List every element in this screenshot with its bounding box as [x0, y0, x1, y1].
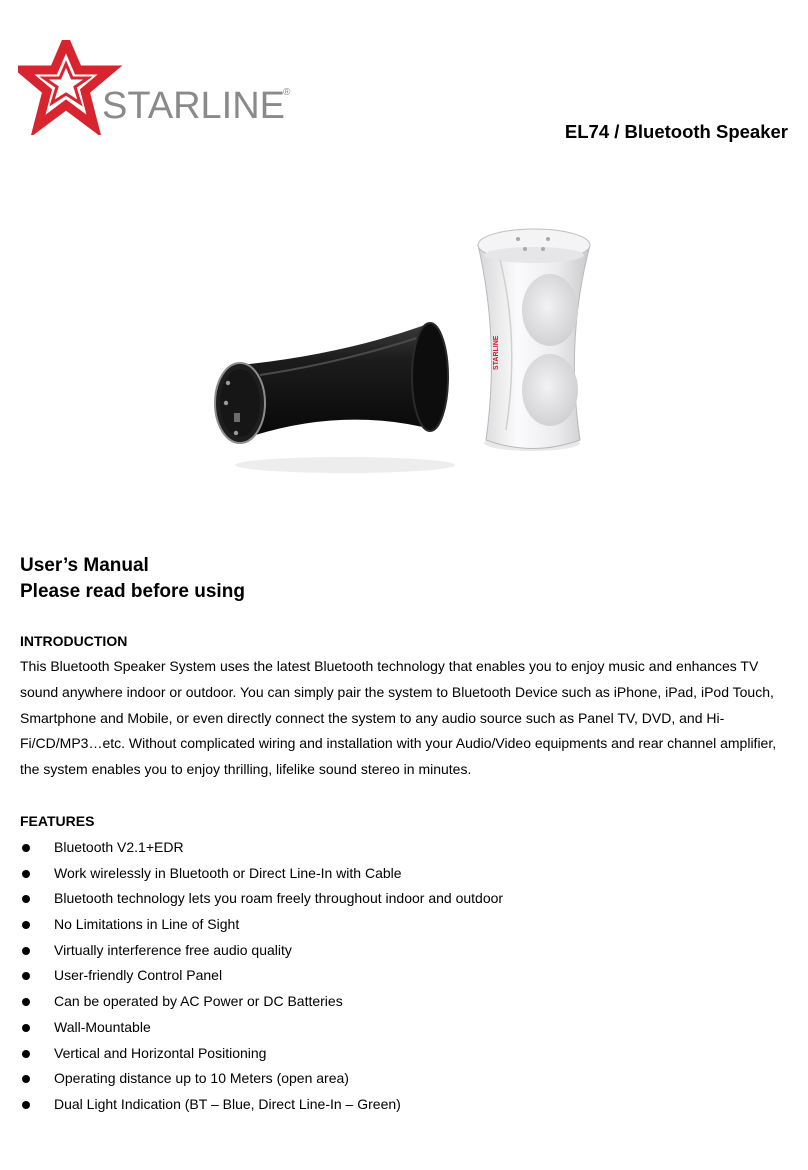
feature-item: [20, 963, 503, 989]
feature-item: [20, 1092, 503, 1118]
bullet-icon: [22, 921, 30, 929]
feature-text: No Limitations in Line of Sight: [54, 916, 240, 933]
feature-item: [20, 938, 503, 964]
feature-item: [20, 861, 503, 887]
manual-heading: [20, 553, 245, 605]
bullet-icon: [22, 1050, 30, 1058]
introduction-title: INTRODUCTION: [20, 633, 128, 649]
feature-item: [20, 989, 503, 1015]
bullet-icon: [22, 1024, 30, 1032]
manual-title: User’s Manual: [20, 555, 149, 576]
feature-item: [20, 835, 503, 861]
feature-text: Bluetooth V2.1+EDR: [54, 839, 184, 855]
registered-mark: ®: [283, 87, 291, 98]
document-title: EL74 / Bluetooth Speaker: [564, 121, 788, 142]
feature-item: [20, 1015, 503, 1041]
brand-wordmark: STARLINE: [102, 85, 286, 127]
manual-subtitle: Please read before using: [20, 581, 245, 602]
bullet-icon: [22, 844, 30, 852]
bullet-icon: [22, 1075, 30, 1083]
feature-text: Virtually interference free audio quality: [54, 941, 292, 958]
feature-text: Operating distance up to 10 Meters (open area): [54, 1070, 349, 1087]
device-brand-label: STARLINE: [493, 335, 500, 370]
features-list: [20, 835, 503, 1118]
feature-text: Vertical and Horizontal Positioning: [54, 1044, 267, 1061]
bullet-icon: [22, 947, 30, 955]
introduction-body: This Bluetooth Speaker System uses the latest Bluetooth technology that enables you to enjoy music and enhances TV sound anywhere indoor or outdoor. You can simply pair the system to Bluetooth Device such as iPhone, iPad, iPod Touch, Smartphone and Mobile, or even directly connect the system to any audio source such as Panel TV, DVD, and Hi-Fi/CD/MP3…etc. Without complicated wiring and installation with your Audio/Video equipments and rear channel amplifier, the system enables you to enjoy thrilling, lifelike sound stereo in minutes.: [20, 658, 777, 778]
starline-logo: [18, 40, 308, 135]
bullet-icon: [22, 895, 30, 903]
feature-item: [20, 1066, 503, 1092]
star-logo-icon: [22, 42, 110, 126]
bullet-icon: [22, 870, 30, 878]
white-speaker: [478, 229, 590, 451]
feature-text: Dual Light Indication (BT – Blue, Direct Line-In – Green): [54, 1095, 401, 1112]
feature-text: Can be operated by AC Power or DC Batteries: [54, 993, 343, 1010]
bullet-icon: [22, 972, 30, 980]
bullet-icon: [22, 1101, 30, 1109]
feature-item: [20, 912, 503, 938]
product-photo: [200, 225, 620, 485]
feature-text: Bluetooth technology lets you roam freely throughout indoor and outdoor: [54, 890, 504, 907]
feature-text: Work wirelessly in Bluetooth or Direct Line-In with Cable: [54, 864, 402, 881]
feature-text: User-friendly Control Panel: [54, 967, 223, 984]
feature-item: [20, 1041, 503, 1067]
bullet-icon: [22, 998, 30, 1006]
features-title: FEATURES: [20, 813, 95, 829]
feature-text: Wall-Mountable: [54, 1018, 151, 1035]
black-speaker: [215, 323, 455, 473]
feature-item: [20, 886, 503, 912]
